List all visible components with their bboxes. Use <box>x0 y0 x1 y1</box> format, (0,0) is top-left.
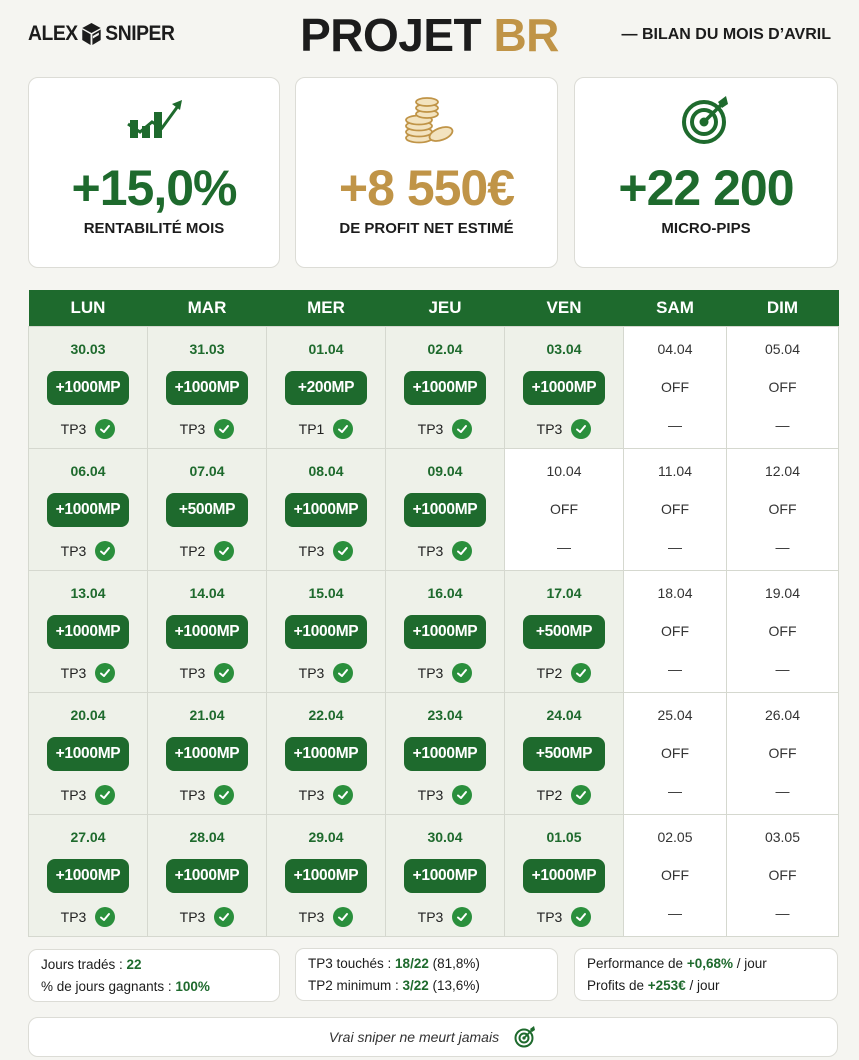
calendar-day-cell-traded <box>29 570 148 692</box>
calendar-day-cell-traded <box>148 570 267 692</box>
day-header: DIM <box>727 290 839 326</box>
tp-label: TP3 <box>298 542 325 559</box>
off-label: OFF <box>661 500 689 517</box>
result-badge: +1000MP <box>523 859 605 893</box>
tp-status <box>505 419 623 439</box>
tp-label: TP3 <box>536 908 563 925</box>
tp-status <box>29 785 147 805</box>
day-date: 25.04 <box>657 706 693 723</box>
check-icon <box>571 785 591 805</box>
stat-value: 3/22 <box>402 978 429 993</box>
tp-status <box>267 785 385 805</box>
calendar-day-cell-traded <box>386 570 505 692</box>
tp-status <box>386 541 504 561</box>
tp-label: TP3 <box>536 420 563 437</box>
calendar-day-cell-off <box>727 326 839 448</box>
dash-placeholder: — <box>668 538 682 555</box>
tp-status <box>148 419 266 439</box>
check-icon <box>452 419 472 439</box>
result-badge: +1000MP <box>166 615 248 649</box>
dash-placeholder: — <box>668 660 682 677</box>
off-label: OFF <box>661 744 689 761</box>
result-badge: +1000MP <box>285 737 367 771</box>
day-date: 02.05 <box>657 828 693 845</box>
tp-status <box>267 541 385 561</box>
day-date: 08.04 <box>308 462 344 479</box>
calendar-day-cell-off <box>624 326 727 448</box>
tp-status <box>148 785 266 805</box>
tp-label: TP3 <box>417 786 444 803</box>
coins-icon <box>395 94 459 146</box>
stat-line <box>587 975 825 997</box>
day-date: 12.04 <box>764 462 801 479</box>
off-label: OFF <box>768 378 797 395</box>
day-date: 27.04 <box>70 828 106 845</box>
kpi-value: +8 550€ <box>338 160 515 216</box>
result-badge: +1000MP <box>285 615 367 649</box>
off-label: OFF <box>661 866 689 883</box>
stat-line <box>308 953 545 975</box>
stat-label: TP3 touchés : <box>308 956 396 971</box>
stat-value: +253€ <box>647 978 686 993</box>
tp-label: TP3 <box>60 664 87 681</box>
tp-label: TP1 <box>298 420 325 437</box>
title-main: PROJET <box>300 9 482 61</box>
tp-label: TP3 <box>60 420 87 437</box>
calendar-day-cell-traded <box>505 570 624 692</box>
calendar-table <box>28 290 839 937</box>
day-header: SAM <box>624 290 727 326</box>
calendar-day-cell-traded <box>505 692 624 814</box>
stat-value: 100% <box>175 979 210 994</box>
day-date: 15.04 <box>308 584 344 601</box>
calendar-header-row <box>29 290 839 326</box>
stat-label: Performance de <box>587 956 687 971</box>
tp-label: TP3 <box>179 420 206 437</box>
day-date: 26.04 <box>764 706 801 723</box>
tp-status <box>386 419 504 439</box>
check-icon <box>214 541 234 561</box>
check-icon <box>214 907 234 927</box>
check-icon <box>571 419 591 439</box>
result-badge: +1000MP <box>404 859 486 893</box>
off-label: OFF <box>661 378 689 395</box>
calendar-week-row <box>29 326 839 448</box>
calendar-day-cell-traded <box>148 448 267 570</box>
calendar-day-cell-traded <box>29 326 148 448</box>
page-subtitle: — BILAN DU MOIS D’AVRIL <box>621 26 831 43</box>
day-date: 03.05 <box>764 828 801 845</box>
result-badge: +1000MP <box>404 371 486 405</box>
tp-status <box>29 663 147 683</box>
tp-label: TP3 <box>298 908 325 925</box>
tp-label: TP3 <box>298 664 325 681</box>
day-date: 10.04 <box>546 462 582 479</box>
result-badge: +1000MP <box>404 615 486 649</box>
calendar-day-cell-off <box>505 448 624 570</box>
calendar-week-row <box>29 570 839 692</box>
day-date: 19.04 <box>764 584 801 601</box>
day-date: 04.04 <box>657 340 693 357</box>
tp-status <box>148 663 266 683</box>
day-date: 16.04 <box>427 584 463 601</box>
check-icon <box>95 663 115 683</box>
calendar-day-cell-traded <box>148 692 267 814</box>
check-icon <box>452 785 472 805</box>
stat-suffix: (13,6%) <box>428 978 480 993</box>
kpi-value: +22 200 <box>618 160 794 216</box>
check-icon <box>214 419 234 439</box>
tp-status <box>386 907 504 927</box>
day-date: 17.04 <box>546 584 582 601</box>
dash-placeholder: — <box>775 660 790 677</box>
result-badge: +1000MP <box>47 371 129 405</box>
check-icon <box>95 419 115 439</box>
result-badge: +200MP <box>285 371 367 405</box>
tp-label: TP3 <box>417 664 444 681</box>
tp-label: TP3 <box>179 664 206 681</box>
title-accent: BR <box>493 9 559 61</box>
day-date: 14.04 <box>189 584 225 601</box>
dash-placeholder: — <box>775 782 790 799</box>
result-badge: +1000MP <box>47 615 129 649</box>
calendar-day-cell-traded <box>267 570 386 692</box>
kpi-card-micropips <box>574 77 838 268</box>
off-label: OFF <box>768 866 797 883</box>
footer-motto: Vrai sniper ne meurt jamais <box>328 1029 500 1045</box>
check-icon <box>95 907 115 927</box>
stat-line <box>587 953 825 975</box>
tp-label: TP3 <box>179 908 206 925</box>
result-badge: +1000MP <box>47 493 129 527</box>
result-badge: +500MP <box>523 737 605 771</box>
dash-placeholder: — <box>668 904 682 921</box>
dash-placeholder: — <box>668 416 682 433</box>
stat-label: Profits de <box>587 978 648 993</box>
tp-status <box>29 541 147 561</box>
calendar-day-cell-traded <box>267 692 386 814</box>
day-date: 06.04 <box>70 462 106 479</box>
off-label: OFF <box>550 500 578 517</box>
calendar-day-cell-off <box>624 570 727 692</box>
stats-box-performance <box>574 948 838 1001</box>
day-date: 01.05 <box>546 828 582 845</box>
calendar-day-cell-off <box>624 448 727 570</box>
calendar-day-cell-off <box>727 570 839 692</box>
dash-placeholder: — <box>775 538 790 555</box>
check-icon <box>571 663 591 683</box>
tp-label: TP3 <box>417 542 444 559</box>
tp-label: TP2 <box>179 542 206 559</box>
tp-label: TP3 <box>60 542 87 559</box>
day-date: 30.04 <box>427 828 463 845</box>
growth-chart-icon <box>122 94 186 146</box>
day-date: 18.04 <box>657 584 693 601</box>
day-header: VEN <box>505 290 624 326</box>
stat-line <box>41 954 267 976</box>
day-date: 30.03 <box>70 340 106 357</box>
kpi-card-rentabilite <box>28 77 280 268</box>
calendar-day-cell-traded <box>505 326 624 448</box>
kpi-value: +15,0% <box>71 160 237 216</box>
target-icon <box>513 1025 537 1049</box>
day-date: 11.04 <box>658 462 692 479</box>
target-icon <box>674 94 738 146</box>
result-badge: +500MP <box>166 493 248 527</box>
tp-status <box>505 785 623 805</box>
day-header: MAR <box>148 290 267 326</box>
dash-placeholder: — <box>775 416 790 433</box>
day-date: 13.04 <box>70 584 106 601</box>
kpi-label: RENTABILITÉ MOIS <box>83 220 225 237</box>
off-label: OFF <box>768 500 797 517</box>
result-badge: +1000MP <box>166 737 248 771</box>
tp-label: TP3 <box>60 908 87 925</box>
brand-right-text: SNIPER <box>105 22 175 45</box>
day-date: 05.04 <box>764 340 801 357</box>
tp-label: TP3 <box>417 420 444 437</box>
calendar-week-row <box>29 814 839 936</box>
tp-status <box>29 907 147 927</box>
check-icon <box>214 785 234 805</box>
check-icon <box>452 541 472 561</box>
tp-status <box>505 907 623 927</box>
dash-placeholder: — <box>668 782 682 799</box>
kpi-label: MICRO-PIPS <box>661 220 751 237</box>
stat-suffix: / jour <box>685 978 720 993</box>
result-badge: +500MP <box>523 615 605 649</box>
tp-status <box>386 785 504 805</box>
calendar-day-cell-off <box>727 692 839 814</box>
day-date: 03.04 <box>546 340 582 357</box>
check-icon <box>452 907 472 927</box>
day-header: MER <box>267 290 386 326</box>
tp-label: TP3 <box>179 786 206 803</box>
calendar-day-cell-traded <box>29 692 148 814</box>
stat-value: +0,68% <box>686 956 733 971</box>
stat-label: Jours tradés : <box>41 957 127 972</box>
brand-left-text: ALEX <box>28 22 78 45</box>
day-header: LUN <box>29 290 148 326</box>
off-label: OFF <box>661 622 689 639</box>
tp-label: TP3 <box>417 908 444 925</box>
calendar-day-cell-traded <box>148 326 267 448</box>
day-date: 24.04 <box>546 706 582 723</box>
tp-label: TP3 <box>60 786 87 803</box>
check-icon <box>214 663 234 683</box>
tp-label: TP2 <box>536 786 563 803</box>
calendar-day-cell-traded <box>267 326 386 448</box>
day-date: 02.04 <box>427 340 463 357</box>
dash-placeholder: — <box>775 904 790 921</box>
calendar-week-row <box>29 448 839 570</box>
off-label: OFF <box>768 744 797 761</box>
calendar-week-row <box>29 692 839 814</box>
calendar-day-cell-traded <box>267 448 386 570</box>
tp-status <box>386 663 504 683</box>
stat-label: % de jours gagnants : <box>41 979 176 994</box>
calendar-day-cell-traded <box>386 692 505 814</box>
dash-placeholder: — <box>557 538 571 555</box>
day-date: 20.04 <box>70 706 106 723</box>
calendar-day-cell-traded <box>505 814 624 936</box>
check-icon <box>333 785 353 805</box>
result-badge: +1000MP <box>47 737 129 771</box>
calendar-day-cell-traded <box>29 814 148 936</box>
stats-box-days <box>28 949 280 1002</box>
kpi-label: DE PROFIT NET ESTIMÉ <box>339 220 514 237</box>
day-date: 22.04 <box>308 706 344 723</box>
day-date: 07.04 <box>189 462 225 479</box>
day-date: 01.04 <box>308 340 344 357</box>
result-badge: +1000MP <box>166 859 248 893</box>
stat-line <box>308 975 545 997</box>
tp-status <box>148 907 266 927</box>
calendar-day-cell-traded <box>386 326 505 448</box>
stats-box-tp <box>295 948 558 1001</box>
calendar-day-cell-traded <box>29 448 148 570</box>
off-label: OFF <box>768 622 797 639</box>
result-badge: +1000MP <box>47 859 129 893</box>
check-icon <box>95 541 115 561</box>
tp-status <box>267 907 385 927</box>
stat-suffix: (81,8%) <box>428 956 480 971</box>
check-icon <box>333 419 353 439</box>
day-date: 21.04 <box>189 706 225 723</box>
stat-value: 18/22 <box>395 956 429 971</box>
day-date: 29.04 <box>308 828 344 845</box>
day-header: JEU <box>386 290 505 326</box>
tp-status <box>148 541 266 561</box>
tp-label: TP2 <box>536 664 563 681</box>
calendar-day-cell-traded <box>386 814 505 936</box>
calendar-day-cell-off <box>624 692 727 814</box>
calendar-day-cell-off <box>727 814 839 936</box>
day-date: 28.04 <box>189 828 225 845</box>
result-badge: +1000MP <box>285 493 367 527</box>
check-icon <box>571 907 591 927</box>
day-date: 23.04 <box>427 706 463 723</box>
tp-status <box>267 663 385 683</box>
check-icon <box>95 785 115 805</box>
day-date: 31.03 <box>189 340 225 357</box>
result-badge: +1000MP <box>166 371 248 405</box>
calendar-day-cell-traded <box>267 814 386 936</box>
footer-motto-bar <box>28 1017 838 1057</box>
result-badge: +1000MP <box>404 737 486 771</box>
check-icon <box>333 541 353 561</box>
stat-line <box>41 976 267 998</box>
tp-label: TP3 <box>298 786 325 803</box>
tp-status <box>505 663 623 683</box>
result-badge: +1000MP <box>404 493 486 527</box>
calendar-day-cell-off <box>624 814 727 936</box>
result-badge: +1000MP <box>523 371 605 405</box>
kpi-card-profit <box>295 77 558 268</box>
calendar-day-cell-traded <box>386 448 505 570</box>
calendar-day-cell-off <box>727 448 839 570</box>
stat-value: 22 <box>126 957 142 972</box>
tp-status <box>267 419 385 439</box>
stat-label: TP2 minimum : <box>308 978 403 993</box>
tp-status <box>29 419 147 439</box>
result-badge: +1000MP <box>285 859 367 893</box>
day-date: 09.04 <box>427 462 463 479</box>
calendar-day-cell-traded <box>148 814 267 936</box>
check-icon <box>452 663 472 683</box>
check-icon <box>333 907 353 927</box>
stat-suffix: / jour <box>732 956 767 971</box>
check-icon <box>333 663 353 683</box>
